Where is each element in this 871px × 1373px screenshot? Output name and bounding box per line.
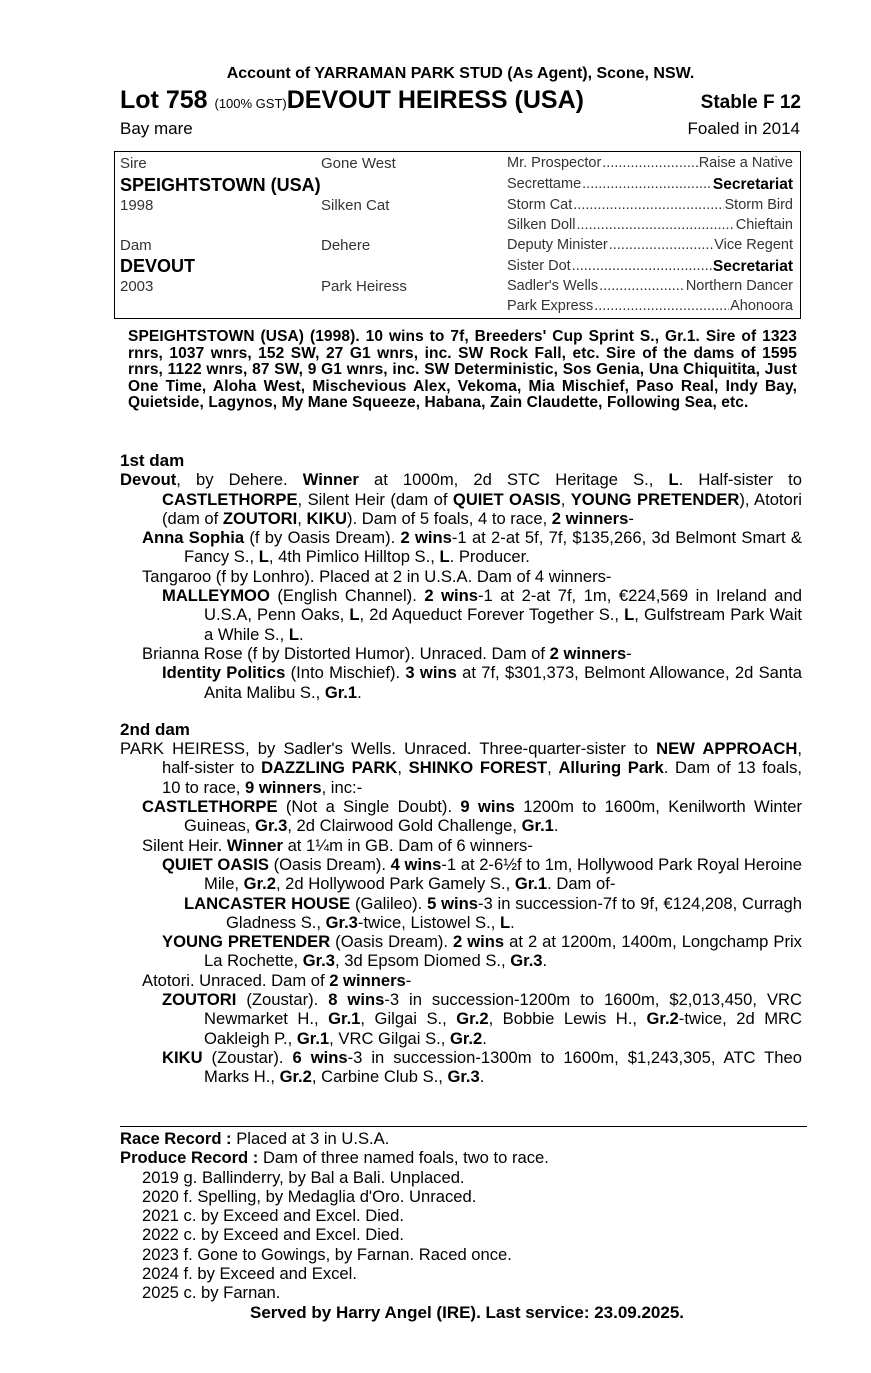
foal-entry: Anna Sophia (f by Oasis Dream). 2 wins-1 at 2-at 5f, 7f, $135,266, 3d Belmont Smart & Fancy S., L, 4th Pimlico Hilltop S., L. Producer. [142, 528, 802, 567]
sire-year: 1998 [120, 197, 154, 214]
stable-location: Stable F 12 [700, 92, 801, 113]
pedigree-table [114, 151, 801, 319]
foal-entry: Silent Heir. Winner at 1¼m in GB. Dam of 6 winners- [142, 835, 533, 855]
sex-colour: Bay mare [120, 119, 193, 138]
horse-name: DEVOUT HEIRESS (USA) [286, 86, 584, 114]
foal-entry: CASTLETHORPE (Not a Single Doubt). 9 wins 1200m to 1600m, Kenilworth Winter Guineas, Gr.3, 2d Clairwood Gold Challenge, Gr.1. [142, 797, 802, 836]
produce-foal: 2022 c. by Exceed and Excel. Died. [142, 1225, 404, 1245]
grandfoal-entry: KIKU (Zoustar). 6 wins-3 in succession-1300m to 1600m, $1,243,305, ATC Theo Marks H., Gr.2, Carbine Club S., Gr.3. [162, 1047, 802, 1087]
ancestor-row: Storm Cat ..... Storm Bird [507, 197, 793, 213]
first-dam-heading: 1st dam [120, 451, 185, 470]
sire-sire: Gone West [321, 155, 396, 172]
lot-title [120, 86, 584, 115]
ancestor-row: Sister Dot ..... Secretariat [507, 258, 793, 276]
produce-foal: 2024 f. by Exceed and Excel. [142, 1264, 357, 1284]
grandfoal-entry: MALLEYMOO (English Channel). 2 wins-1 at 2-at 7f, 1m, €224,569 in Ireland and U.S.A, Penn Oaks, L, 2d Aqueduct Forever Together S., L, Gulfstream Park Wait a While S., L. [162, 586, 803, 644]
lot-number: Lot 758 [120, 86, 208, 114]
gst-note: (100% GST) [214, 96, 287, 111]
sire-summary: SPEIGHTSTOWN (USA) (1998). 10 wins to 7f, Breeders' Cup Sprint S., Gr.1. Sire of 1323 rnrs, 1037 wnrs, 152 SW, 27 G1 wnrs, inc. SW Rock Fall, etc. Sire of the dams of 1595 rnrs, 1122 wnrs, 87 SW, 9 G1 wnrs, inc. SW Deterministic, Sos Genia, Una Chiquitita, Just One Time, Aloha West, Mischevious Alex, Vekoma, Mia Mischief, Paso Real, Indy Bay, Quietside, Lagynos, My Mane Squeeze, Habana, Zain Claudette, Following Sea, etc. [128, 328, 797, 411]
foal-entry: Brianna Rose (f by Distorted Humor). Unraced. Dam of 2 winners- [142, 643, 632, 663]
foal-entry: Atotori. Unraced. Dam of 2 winners- [142, 970, 412, 990]
sire-name: SPEIGHTSTOWN (USA) [120, 175, 321, 195]
foal-entry: Tangaroo (f by Lonhro). Placed at 2 in U.S.A. Dam of 4 winners- [142, 566, 612, 586]
produce-record: Produce Record : Dam of three named foals, two to race. [120, 1148, 549, 1168]
grandfoal-entry: ZOUTORI (Zoustar). 8 wins-3 in succession-1200m to 1600m, $2,013,450, VRC Newmarket H., Gr.1, Gilgai S., Gr.2, Bobbie Lewis H., Gr.2-twice, 2d MRC Oakleigh P., Gr.1, VRC Gilgai S., Gr.2. [162, 990, 802, 1048]
grandfoal-entry: QUIET OASIS (Oasis Dream). 4 wins-1 at 2-6½f to 1m, Hollywood Park Royal Heroine Mile, Gr.2, 2d Hollywood Park Gamely S., Gr.1. Dam of- [162, 854, 803, 894]
produce-foal: 2023 f. Gone to Gowings, by Farnan. Raced once. [142, 1244, 512, 1264]
second-dam-heading: 2nd dam [120, 719, 190, 739]
grandfoal-entry: YOUNG PRETENDER (Oasis Dream). 2 wins at 2 at 1200m, 1400m, Longchamp Prix La Rochette, Gr.3, 3d Epsom Diomed S., Gr.3. [162, 932, 802, 971]
dam-entry: Devout, by Dehere. Winner at 1000m, 2d STC Heritage S., L. Half-sister to CASTLETHORPE, Silent Heir (dam of QUIET OASIS, YOUNG PRETENDER), Atotori (dam of ZOUTORI, KIKU). Dam of 5 foals, 4 to race, 2 winners- [120, 470, 802, 528]
served-note: Served by Harry Angel (IRE). Last service: 23.09.2025. [249, 1302, 685, 1322]
dam-sire: Dehere [321, 237, 371, 254]
section-divider [120, 1126, 807, 1127]
dam-year: 2003 [120, 278, 154, 295]
ancestor-row: Silken Doll ..... Chieftain [507, 217, 793, 233]
sire-dam: Silken Cat [321, 197, 390, 214]
ancestor-row: Park Express ..... Ahonoora [507, 298, 793, 314]
dam-entry: PARK HEIRESS, by Sadler's Wells. Unraced. Three-quarter-sister to NEW APPROACH, half-sister to DAZZLING PARK, SHINKO FOREST, Alluring Park. Dam of 13 foals, 10 to race, 9 winners, inc:- [120, 739, 802, 797]
produce-foal: 2021 c. by Exceed and Excel. Died. [142, 1206, 404, 1226]
vendor-account: Account of YARRAMAN PARK STUD (As Agent), Scone, NSW. [226, 65, 695, 82]
produce-foal: 2020 f. Spelling, by Medaglia d'Oro. Unraced. [142, 1186, 477, 1206]
grandfoal-entry: Identity Politics (Into Mischief). 3 wins at 7f, $301,373, Belmont Allowance, 2d Santa Anita Malibu S., Gr.1. [162, 663, 802, 702]
produce-foal: 2019 g. Ballinderry, by Bal a Bali. Unplaced. [142, 1167, 465, 1187]
sire-label: Sire [120, 155, 147, 172]
produce-foal: 2025 c. by Farnan. [142, 1283, 281, 1303]
ancestor-row: Mr. Prospector ..... Raise a Native [507, 155, 793, 171]
dam-produce-section [120, 451, 802, 1087]
ancestor-row: Sadler's Wells ..... Northern Dancer [507, 278, 793, 294]
race-record: Race Record : Placed at 3 in U.S.A. [120, 1129, 390, 1148]
ancestor-row: Secrettame ..... Secretariat [507, 176, 793, 194]
dam-name: DEVOUT [120, 256, 196, 276]
dam-label: Dam [120, 237, 152, 254]
greatgrandfoal-entry: LANCASTER HOUSE (Galileo). 5 wins-3 in succession-7f to 9f, €124,208, Curragh Gladness S., Gr.3-twice, Listowel S., L. [184, 893, 802, 932]
ancestor-row: Deputy Minister ..... Vice Regent [507, 237, 793, 253]
dam-dam: Park Heiress [321, 278, 407, 295]
records-section [120, 1129, 802, 1322]
foaled-year: Foaled in 2014 [687, 119, 800, 138]
